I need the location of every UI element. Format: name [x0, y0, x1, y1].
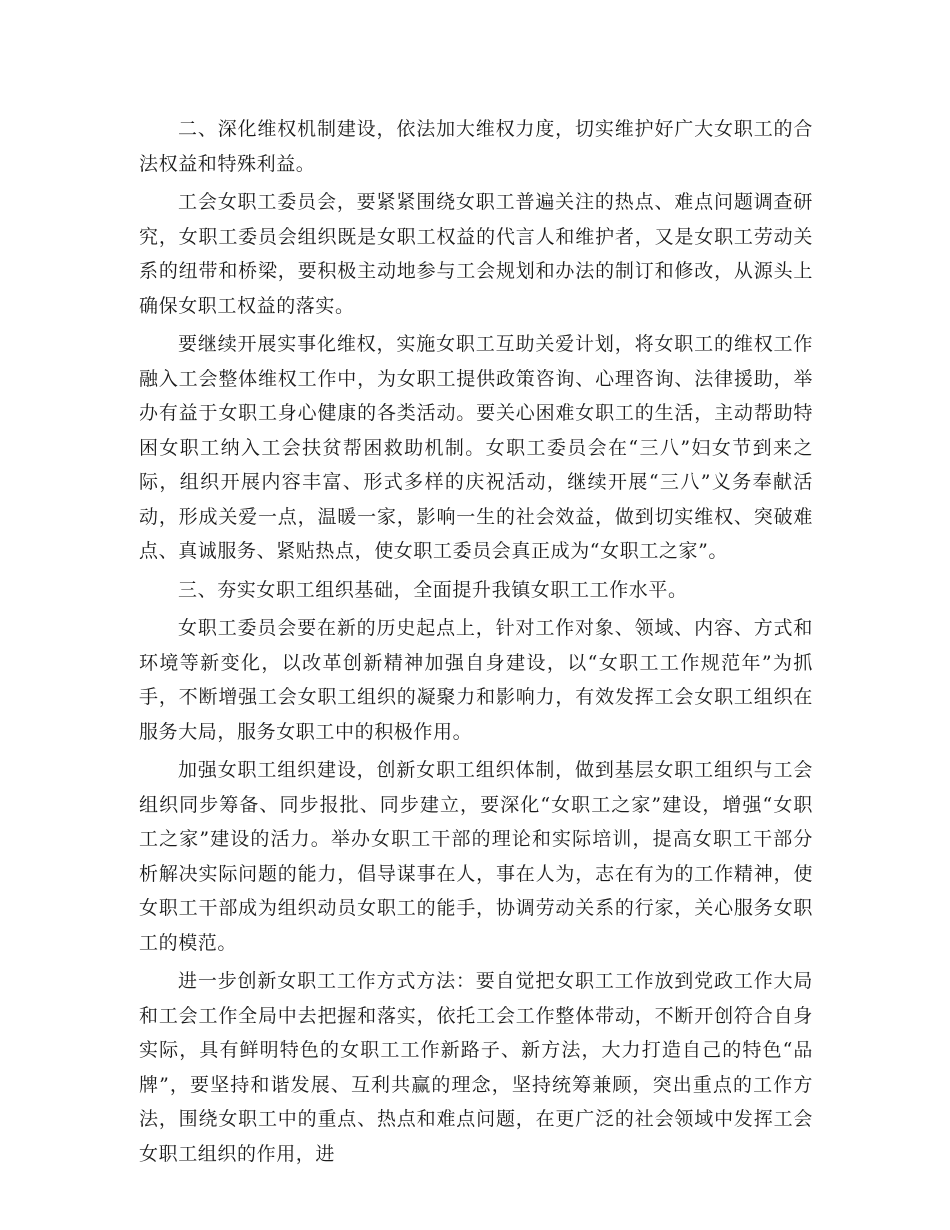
- body-paragraph: 女职工委员会要在新的历史起点上，针对工作对象、领域、内容、方式和环境等新变化，以改革创新精神加强自身建设，以“女职工工作规范年”为抓手，不断增强工会女职工组织的凝聚力和影响力，有效发挥工会女职工组织在服务大局，服务女职工中的积极作用。: [139, 617, 813, 743]
- document-page: [139, 112, 813, 1175]
- body-paragraph: 进一步创新女职工工作方式方法：要自觉把女职工工作放到党政工作大局和工会工作全局中去把握和落实，依托工会工作整体带动，不断开创符合自身实际，具有鲜明特色的女职工工作新路子、新方法，大力打造自己的特色“品牌”，要坚持和谐发展、互利共赢的理念，坚持统筹兼顾，突出重点的工作方法，围绕女职工中的重点、热点和难点问题，在更广泛的社会领域中发挥工会女职工组织的作用，进: [139, 970, 813, 1165]
- body-paragraph: 工会女职工委员会，要紧紧围绕女职工普遍关注的热点、难点问题调查研究，女职工委员会组织既是女职工权益的代言人和维护者，又是女职工劳动关系的纽带和桥梁，要积极主动地参与工会规划和办法的制订和修改，从源头上确保女职工权益的落实。: [139, 191, 813, 317]
- body-paragraph: 加强女职工组织建设，创新女职工组织体制，做到基层女职工组织与工会组织同步筹备、同步报批、同步建立，要深化“女职工之家”建设，增强“女职工之家”建设的活力。举办女职工干部的理论和实际培训，提高女职工干部分析解决实际问题的能力，倡导谋事在人，事在人为，志在有为的工作精神，使女职工干部成为组织动员女职工的能手，协调劳动关系的行家，关心服务女职工的模范。: [139, 759, 813, 954]
- section-heading-2: 二、深化维权机制建设，依法加大维权力度，切实维护好广大女职工的合法权益和特殊利益。: [139, 118, 813, 175]
- section-heading-3: 三、夯实女职工组织基础，全面提升我镇女职工工作水平。: [178, 578, 688, 601]
- body-paragraph: 要继续开展实事化维权，实施女职工互助关爱计划，将女职工的维权工作融入工会整体维权工作中，为女职工提供政策咨询、心理咨询、法律援助，举办有益于女职工身心健康的各类活动。要关心困难女职工的生活，主动帮助特困女职工纳入工会扶贫帮困救助机制。女职工委员会在“三八”妇女节到来之际，组织开展内容丰富、形式多样的庆祝活动，继续开展“三八”义务奉献活动，形成关爱一点，温暖一家，影响一生的社会效益，做到切实维权、突破难点、真诚服务、紧贴热点，使女职工委员会真正成为“女职工之家”。: [139, 333, 813, 562]
